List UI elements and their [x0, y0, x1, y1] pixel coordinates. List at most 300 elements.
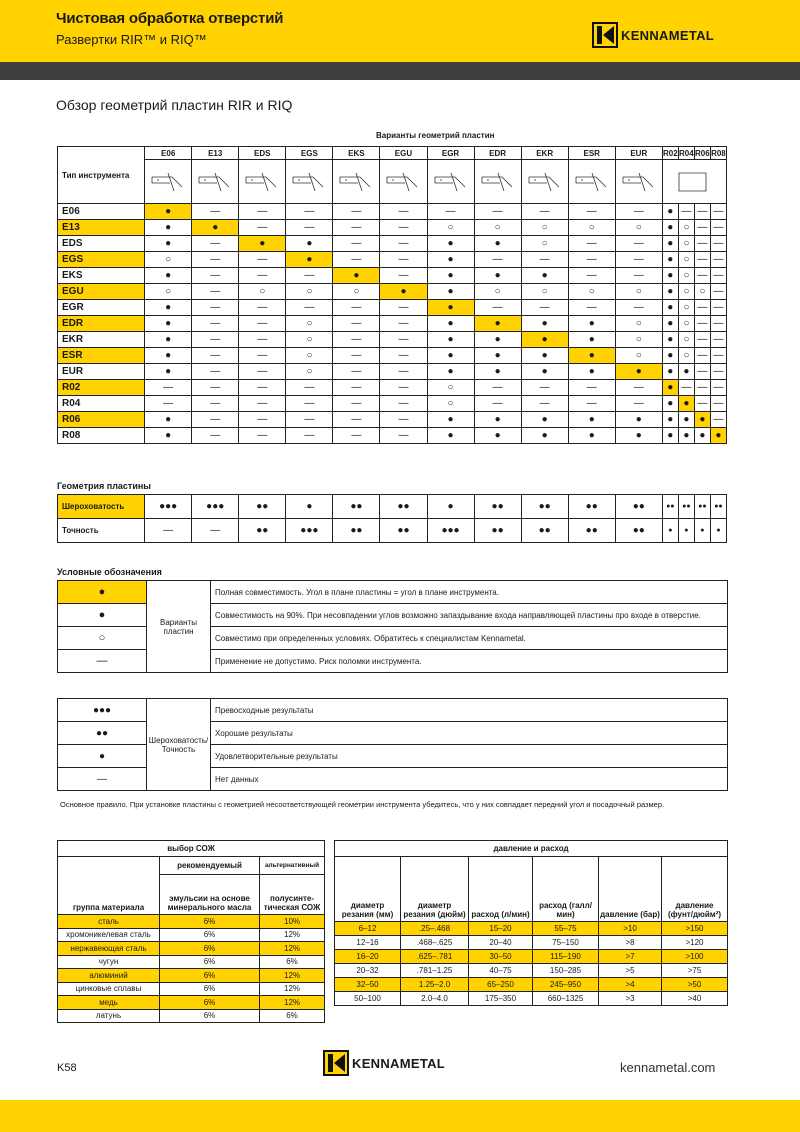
compat-cell: ●	[521, 332, 568, 348]
row-label: EGR	[58, 300, 145, 316]
legend-symbol: ●	[58, 745, 147, 768]
compat-cell: ●	[145, 268, 192, 284]
row-label: EGU	[58, 284, 145, 300]
compat-cell: —	[615, 300, 662, 316]
col-synthetic: полусинте-тическая СОЖ	[260, 875, 325, 915]
compat-cell: —	[380, 252, 427, 268]
compat-cell: —	[568, 380, 615, 396]
compat-cell: —	[694, 364, 710, 380]
pressure-cell: 16–20	[335, 950, 401, 964]
legend-row	[58, 581, 728, 604]
table-row	[58, 316, 727, 332]
pressure-cell: 75–150	[533, 936, 599, 950]
compat-cell: —	[380, 332, 427, 348]
compat-cell: ●	[427, 236, 474, 252]
compat-cell: —	[239, 300, 286, 316]
geometry-cell: ●●	[568, 519, 615, 543]
coolant-row	[58, 955, 325, 969]
compat-cell: —	[333, 204, 380, 220]
compat-cell: ●	[380, 284, 427, 300]
compat-cell: —	[192, 268, 239, 284]
insert-profile-icon	[574, 169, 610, 195]
compat-cell: ●	[427, 348, 474, 364]
compat-cell: —	[192, 412, 239, 428]
geometry-cell: ●	[678, 519, 694, 543]
compat-cell: ●	[615, 428, 662, 444]
compat-cell: ○	[286, 364, 333, 380]
compat-cell: ●	[662, 428, 678, 444]
compat-cell: ●	[145, 364, 192, 380]
synthetic-cell: 12%	[260, 928, 325, 942]
synthetic-cell: 12%	[260, 969, 325, 983]
table-row	[58, 300, 727, 316]
legend-row	[58, 699, 728, 722]
compat-cell: ○	[427, 220, 474, 236]
compat-cell: ●	[710, 428, 726, 444]
compat-cell: —	[694, 220, 710, 236]
compat-cell: ●	[474, 236, 521, 252]
legend-table	[57, 580, 728, 673]
legend-text: Применение не допустимо. Риск поломки инструмента.	[211, 650, 728, 673]
compat-cell: ○	[615, 332, 662, 348]
synthetic-cell: 6%	[260, 955, 325, 969]
material-cell: хромоникелевая сталь	[58, 928, 160, 942]
pressure-row	[335, 978, 728, 992]
compat-cell: ○	[678, 284, 694, 300]
compat-cell: ○	[678, 236, 694, 252]
legend-text: Превосходные результаты	[211, 699, 728, 722]
compat-cell: —	[694, 236, 710, 252]
compat-cell: ○	[694, 284, 710, 300]
compat-cell: ●	[662, 396, 678, 412]
compat-cell: —	[333, 332, 380, 348]
pressure-title: давление и расход	[335, 841, 728, 857]
geometry-cell: ●●	[474, 495, 521, 519]
compat-cell: —	[333, 300, 380, 316]
compat-cell: ●	[145, 204, 192, 220]
compat-cell: ●	[427, 332, 474, 348]
compat-cell: ●	[286, 236, 333, 252]
pressure-row	[335, 964, 728, 978]
compat-cell: ●	[521, 348, 568, 364]
compat-cell: —	[710, 252, 726, 268]
compat-cell: —	[380, 236, 427, 252]
pressure-cell: 175–350	[469, 992, 533, 1006]
emulsion-cell: 6%	[160, 996, 260, 1010]
page-number: K58	[57, 1062, 77, 1074]
geometry-cell: ●	[710, 519, 726, 543]
compat-cell: —	[694, 380, 710, 396]
brand-logo	[592, 22, 714, 48]
insert-profile-icon	[433, 169, 469, 195]
material-cell: цинковые сплавы	[58, 982, 160, 996]
compat-cell: —	[333, 316, 380, 332]
emulsion-cell: 6%	[160, 982, 260, 996]
compat-cell: —	[286, 300, 333, 316]
compat-cell: ○	[615, 284, 662, 300]
row-label: EKS	[58, 268, 145, 284]
insert-profile-icon	[338, 169, 374, 195]
row-label: E06	[58, 204, 145, 220]
header-stripe	[0, 62, 800, 80]
pressure-cell: 65–250	[469, 978, 533, 992]
compat-cell: ●	[615, 364, 662, 380]
website-link[interactable]: kennametal.com	[620, 1060, 716, 1075]
pressure-cell: 15–20	[469, 922, 533, 936]
row-label: ESR	[58, 348, 145, 364]
coolant-row	[58, 915, 325, 929]
compat-cell: —	[694, 204, 710, 220]
compat-cell: ●	[145, 220, 192, 236]
compat-cell: —	[239, 316, 286, 332]
compat-cell: —	[145, 380, 192, 396]
table-row	[58, 380, 727, 396]
pressure-cell: 50–100	[335, 992, 401, 1006]
compat-cell: —	[474, 300, 521, 316]
compat-cell: —	[694, 300, 710, 316]
pressure-cell: 660–1325	[533, 992, 599, 1006]
compat-cell: —	[521, 396, 568, 412]
compat-cell: —	[710, 348, 726, 364]
material-cell: алюминий	[58, 969, 160, 983]
footer-brand-name: KENNAMETAL	[352, 1055, 446, 1071]
legend-text: Совместимость на 90%. При несовпадении углов возможно запаздывание входа направляющей пластины про входе в отверстие.	[211, 604, 728, 627]
emulsion-cell: 6%	[160, 915, 260, 929]
compat-cell: —	[192, 332, 239, 348]
pressure-cell: 12–16	[335, 936, 401, 950]
compat-cell: ●	[662, 284, 678, 300]
compat-cell: ●	[333, 268, 380, 284]
compat-cell: ●	[678, 364, 694, 380]
compat-cell: —	[192, 380, 239, 396]
table-row	[58, 332, 727, 348]
geometry-table	[57, 494, 727, 543]
compat-cell: —	[333, 396, 380, 412]
compat-cell: —	[239, 268, 286, 284]
pressure-cell: >5	[599, 964, 662, 978]
legend-symbol: —	[58, 768, 147, 791]
pressure-cell: >150	[662, 922, 728, 936]
profile-cell	[615, 160, 662, 204]
legend-group-label: Шероховатость/ Точность	[147, 699, 211, 791]
compat-cell: —	[710, 364, 726, 380]
pressure-cell: 40–75	[469, 964, 533, 978]
compat-cell: —	[333, 220, 380, 236]
compat-cell: —	[694, 316, 710, 332]
profile-cell	[474, 160, 521, 204]
insert-profile-icon	[480, 169, 516, 195]
profile-cell	[192, 160, 239, 204]
compat-cell: —	[333, 380, 380, 396]
compat-cell: —	[678, 380, 694, 396]
compat-cell: —	[710, 284, 726, 300]
pressure-cell: 20–40	[469, 936, 533, 950]
coolant-row	[58, 942, 325, 956]
compat-cell: —	[239, 252, 286, 268]
compat-cell: ●	[662, 348, 678, 364]
compat-cell: ●	[662, 364, 678, 380]
geometry-cell: ●●	[568, 495, 615, 519]
pressure-cell: >40	[662, 992, 728, 1006]
compat-cell: —	[333, 252, 380, 268]
pressure-cell: .781–1.25	[401, 964, 469, 978]
compat-cell: —	[568, 236, 615, 252]
compat-cell: —	[192, 348, 239, 364]
compat-cell: —	[286, 220, 333, 236]
synthetic-cell: 10%	[260, 915, 325, 929]
compat-cell: —	[710, 300, 726, 316]
compat-cell: ●	[427, 428, 474, 444]
geometry-cell: ●●	[694, 495, 710, 519]
row-label: R08	[58, 428, 145, 444]
compat-cell: —	[286, 380, 333, 396]
table-row	[58, 220, 727, 236]
material-cell: чугун	[58, 955, 160, 969]
profile-cell	[239, 160, 286, 204]
compat-cell: ●	[568, 428, 615, 444]
compat-cell: ●	[474, 332, 521, 348]
pressure-cell: 32–50	[335, 978, 401, 992]
compat-cell: ●	[662, 268, 678, 284]
compat-cell: ○	[286, 284, 333, 300]
geometry-cell: ●●	[662, 495, 678, 519]
compat-cell: ●	[694, 428, 710, 444]
column-header: EUR	[615, 147, 662, 160]
compat-cell: ●	[615, 412, 662, 428]
compat-cell: —	[474, 380, 521, 396]
geometry-cell: ●●	[380, 495, 427, 519]
main-table-caption: Варианты геометрий пластин	[376, 131, 495, 140]
compat-cell: —	[615, 252, 662, 268]
pressure-header: давление (фунт/дюйм²)	[662, 857, 728, 922]
pressure-cell: 30–50	[469, 950, 533, 964]
compat-cell: —	[239, 412, 286, 428]
compat-cell: ●	[286, 252, 333, 268]
compat-cell: ●	[145, 332, 192, 348]
pressure-cell: 1.25–2.0	[401, 978, 469, 992]
compat-cell: —	[615, 268, 662, 284]
compat-cell: ○	[615, 348, 662, 364]
geometry-cell: ●●●	[286, 519, 333, 543]
pressure-head-row	[335, 857, 728, 922]
compatibility-table	[57, 146, 727, 444]
compat-cell: ○	[333, 284, 380, 300]
compat-cell: ●	[568, 348, 615, 364]
compat-cell: ○	[427, 380, 474, 396]
compat-cell: —	[694, 332, 710, 348]
compat-cell: ●	[145, 428, 192, 444]
pressure-cell: 115–190	[533, 950, 599, 964]
compat-cell: ○	[239, 284, 286, 300]
pressure-cell: >10	[599, 922, 662, 936]
compat-cell: ○	[678, 268, 694, 284]
compat-cell: ●	[427, 364, 474, 380]
column-header: EGS	[286, 147, 333, 160]
compat-cell: —	[380, 268, 427, 284]
pressure-cell: >4	[599, 978, 662, 992]
compat-cell: —	[192, 428, 239, 444]
compat-cell: ●	[474, 428, 521, 444]
compat-cell: ●	[521, 316, 568, 332]
compat-cell: —	[192, 252, 239, 268]
compat-cell: —	[710, 332, 726, 348]
table-row	[58, 204, 727, 220]
legend-symbol: —	[58, 650, 147, 673]
profile-cell	[286, 160, 333, 204]
compat-cell: —	[239, 380, 286, 396]
column-header: ESR	[568, 147, 615, 160]
emulsion-cell: 6%	[160, 1009, 260, 1023]
material-cell: медь	[58, 996, 160, 1010]
compat-cell: ○	[427, 396, 474, 412]
compat-cell: ○	[615, 220, 662, 236]
compat-cell: ●	[192, 220, 239, 236]
insert-profile-icon	[527, 169, 563, 195]
compat-cell: —	[710, 204, 726, 220]
compat-cell: ●	[694, 412, 710, 428]
compat-cell: —	[615, 204, 662, 220]
compat-cell: —	[710, 396, 726, 412]
compat-cell: ●	[662, 412, 678, 428]
pressure-cell: .625–.781	[401, 950, 469, 964]
profile-cell	[568, 160, 615, 204]
compat-cell: ●	[427, 268, 474, 284]
compat-cell: ○	[678, 252, 694, 268]
coolant-title: выбор СОЖ	[58, 841, 325, 857]
compat-cell: ○	[678, 332, 694, 348]
column-header: R04	[678, 148, 694, 158]
compat-cell: ●	[474, 348, 521, 364]
compat-cell: —	[521, 252, 568, 268]
compat-cell: —	[333, 236, 380, 252]
compat-cell: —	[694, 268, 710, 284]
compat-cell: —	[192, 396, 239, 412]
compat-cell: —	[286, 268, 333, 284]
compat-cell: —	[333, 364, 380, 380]
kennametal-logo-icon	[592, 22, 618, 48]
compat-cell: ●	[521, 412, 568, 428]
compat-cell: —	[694, 252, 710, 268]
compat-cell: —	[710, 380, 726, 396]
compat-cell: —	[521, 380, 568, 396]
synthetic-cell: 6%	[260, 1009, 325, 1023]
compat-cell: ●	[678, 428, 694, 444]
geometry-cell: ●●●	[145, 495, 192, 519]
row-header: Тип инструмента	[58, 147, 145, 204]
geometry-cell: ●	[694, 519, 710, 543]
insert-profile-icon	[291, 169, 327, 195]
coolant-row	[58, 928, 325, 942]
compat-cell: ●	[662, 300, 678, 316]
compat-cell: ●	[568, 332, 615, 348]
compat-cell: —	[239, 332, 286, 348]
row-label: EDS	[58, 236, 145, 252]
material-cell: сталь	[58, 915, 160, 929]
compat-cell: —	[615, 396, 662, 412]
compat-cell: —	[239, 220, 286, 236]
compat-cell: —	[380, 220, 427, 236]
compat-cell: ●	[662, 204, 678, 220]
column-header: EGR	[427, 147, 474, 160]
geometry-cell: ●●	[615, 519, 662, 543]
legend-text: Нет данных	[211, 768, 728, 791]
profile-cell	[380, 160, 427, 204]
pressure-cell: 150–285	[533, 964, 599, 978]
column-header: R08	[711, 148, 726, 158]
coolant-row	[58, 969, 325, 983]
compat-cell: ●	[427, 316, 474, 332]
insert-profile-icon	[385, 169, 421, 195]
compat-cell: —	[521, 204, 568, 220]
coolant-subhead-row	[58, 857, 325, 875]
compat-cell: —	[192, 236, 239, 252]
header-band	[0, 0, 800, 62]
synthetic-cell: 12%	[260, 942, 325, 956]
row-label: R04	[58, 396, 145, 412]
geometry-cell: ●●●	[192, 495, 239, 519]
rule-note: Основное правило. При установке пластины с геометрией несоответствующей геометрии инструмента убедитесь, что у них совпадает передний угол и посадочный размер.	[60, 800, 665, 809]
compat-cell: ○	[678, 316, 694, 332]
col-alternative: альтернативный	[260, 857, 325, 875]
compat-cell: —	[239, 348, 286, 364]
coolant-row	[58, 1009, 325, 1023]
coolant-title-row	[58, 841, 325, 857]
compat-cell: —	[380, 204, 427, 220]
column-header: R02	[662, 148, 678, 158]
legend-text: Хорошие результаты	[211, 722, 728, 745]
compat-cell: —	[568, 268, 615, 284]
compat-cell: ○	[474, 220, 521, 236]
compat-cell: ○	[615, 316, 662, 332]
pressure-header: диаметр резания (мм)	[335, 857, 401, 922]
pressure-cell: >7	[599, 950, 662, 964]
compat-cell: ●	[521, 428, 568, 444]
compat-cell: ●	[427, 412, 474, 428]
profile-cell	[145, 160, 192, 204]
compat-cell: ●	[678, 412, 694, 428]
pressure-table	[334, 840, 728, 1006]
compat-cell: —	[427, 204, 474, 220]
legend-title: Условные обозначения	[57, 567, 162, 577]
compat-cell: —	[145, 396, 192, 412]
compat-cell: —	[286, 204, 333, 220]
section-title: Обзор геометрий пластин RIR и RIQ	[56, 97, 293, 113]
table-row	[58, 428, 727, 444]
geometry-cell: ●●	[521, 495, 568, 519]
row-label: R02	[58, 380, 145, 396]
legend-symbol: ●	[58, 581, 147, 604]
geometry-label: Шероховатость	[58, 495, 145, 519]
compat-cell: —	[192, 316, 239, 332]
compat-cell: ●	[145, 300, 192, 316]
compat-cell: ●	[145, 316, 192, 332]
col-emulsion: эмульсии на основе минерального масла	[160, 875, 260, 915]
compat-cell: —	[568, 300, 615, 316]
compat-cell: ●	[427, 284, 474, 300]
compat-cell: —	[380, 428, 427, 444]
compat-cell: ●	[568, 412, 615, 428]
compat-cell: —	[192, 284, 239, 300]
compat-cell: ○	[145, 284, 192, 300]
table-row	[58, 252, 727, 268]
compat-cell: —	[239, 428, 286, 444]
table-row	[58, 396, 727, 412]
pressure-cell: 20–32	[335, 964, 401, 978]
pressure-header: расход (галл/мин)	[533, 857, 599, 922]
compat-cell: ○	[286, 332, 333, 348]
compat-cell: —	[710, 236, 726, 252]
legend-group-label: Варианты пластин	[147, 581, 211, 673]
